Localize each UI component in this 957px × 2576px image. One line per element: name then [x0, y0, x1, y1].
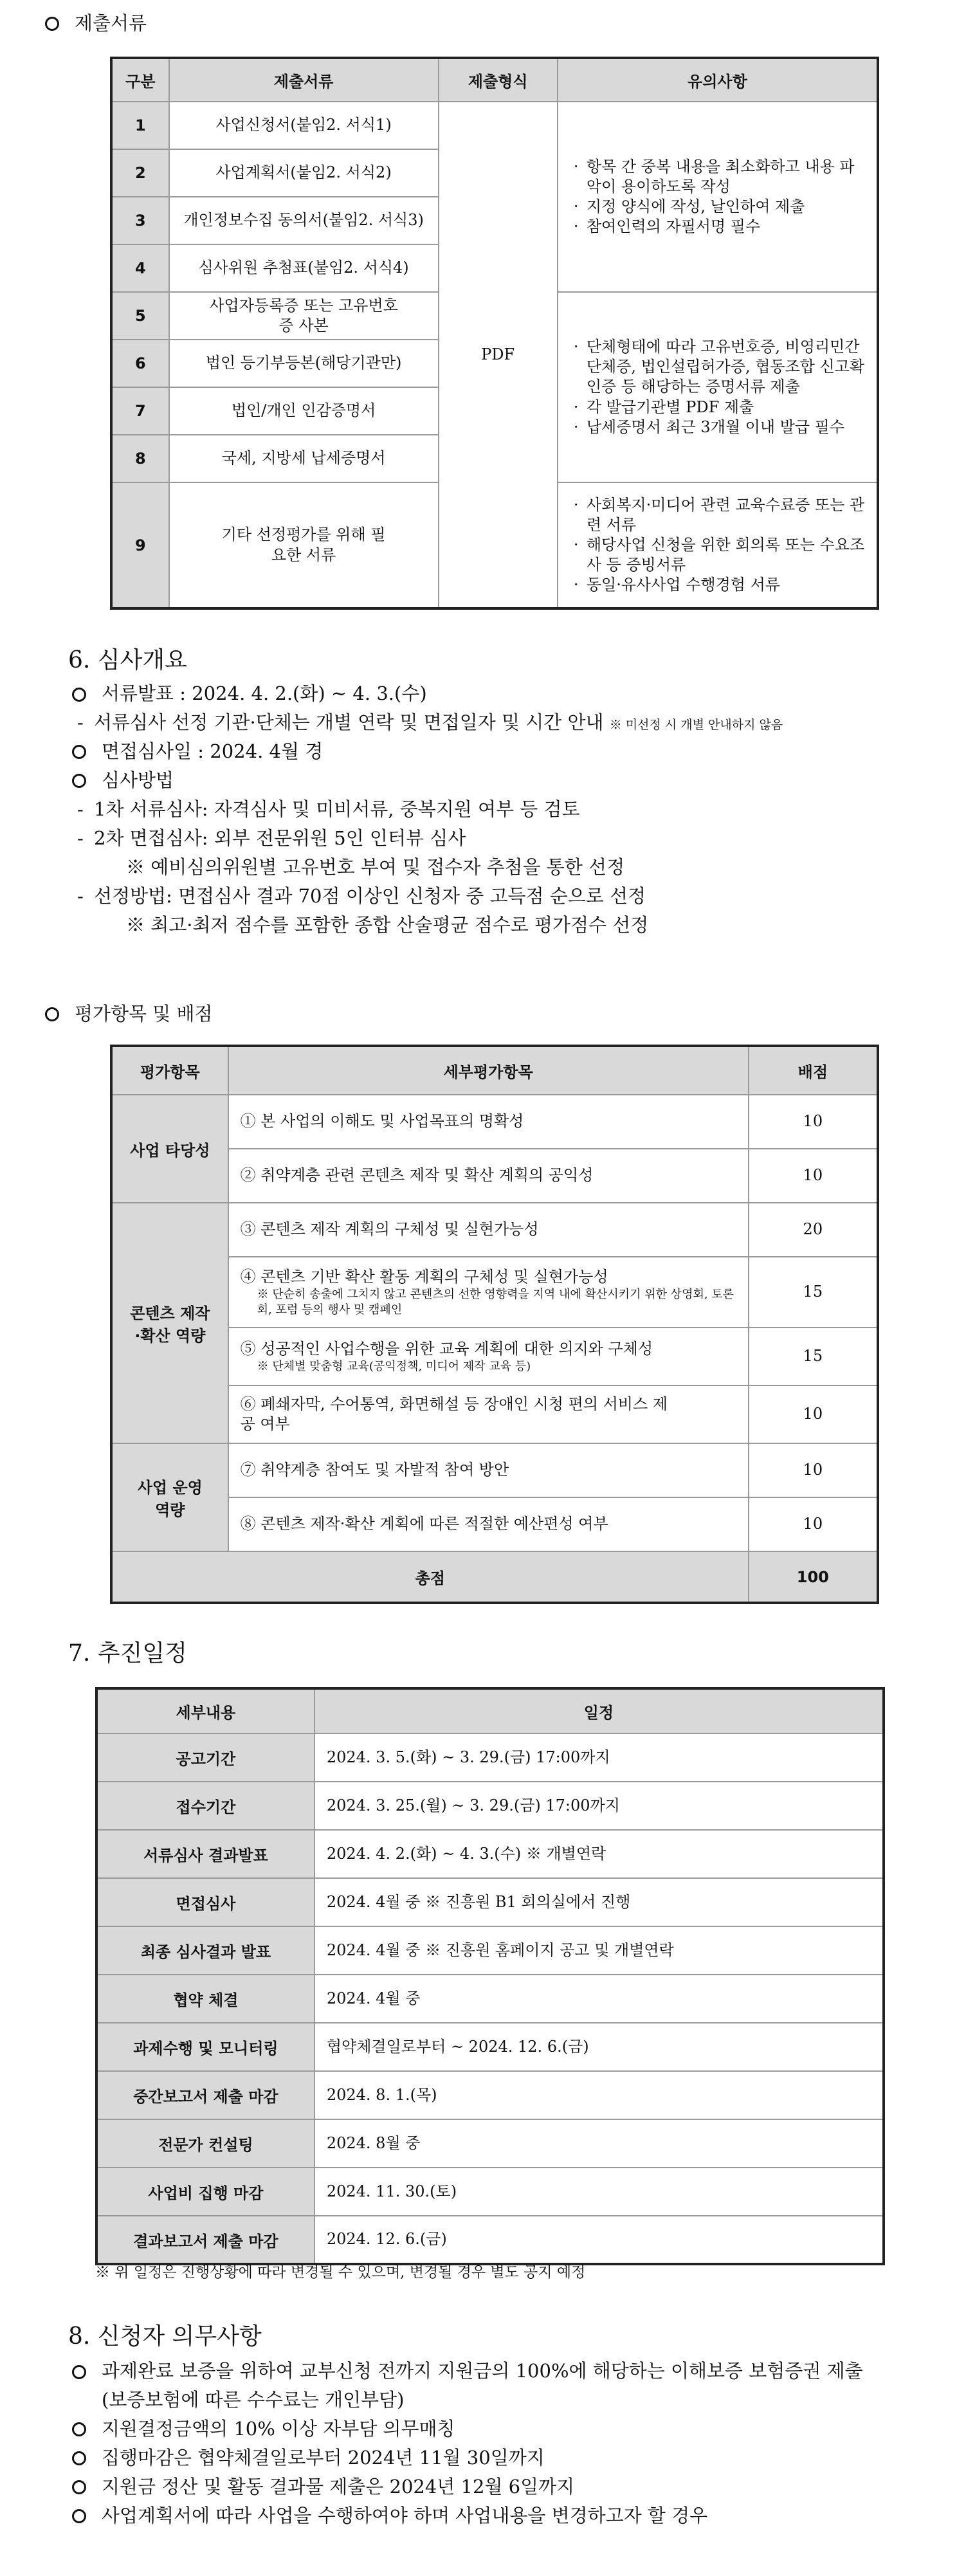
review-method: 심사방법: [68, 766, 924, 795]
note-line: · 각 발급기관별 PDF 제출: [570, 397, 865, 417]
schedule-value: 2024. 8. 1.(목): [314, 2071, 884, 2119]
eval-group: 콘텐츠 제작·확산 역량: [111, 1203, 228, 1443]
schedule-value: 2024. 3. 25.(월) ~ 3. 29.(금) 17:00까지: [314, 1782, 884, 1830]
doc-name: 개인정보수집 동의서(붙임2. 서식3): [169, 197, 439, 244]
eval-item: ① 본 사업의 이해도 및 사업목표의 명확성: [228, 1095, 749, 1149]
eval-item: ⑦ 취약계층 참여도 및 자발적 참여 방안: [228, 1443, 749, 1497]
note-line: · 사회복지·미디어 관련 교육수료증 또는 관련 서류: [570, 495, 865, 535]
schedule-footnote: ※ 위 일정은 진행상황에 따라 변경될 수 있으며, 변경될 경우 별도 공지 예정: [95, 2264, 586, 2281]
schedule-value: 2024. 12. 6.(금): [314, 2216, 884, 2264]
review-announce-sub: - 서류심사 선정 기관·단체는 개별 연락 및 면접일자 및 시간 안내 ※ 미선정 시 개별 안내하지 않음: [77, 711, 783, 734]
eval-item-sub: ※ 단순히 송출에 그치지 않고 콘텐츠의 선한 영향력을 지역 내에 확산시키기 위한 상영회, 토론회, 포럼 등의 행사 및 캠페인: [257, 1288, 734, 1317]
row-number: 5: [111, 292, 169, 340]
schedule-label: 접수기간: [96, 1782, 314, 1830]
doc-name: 국세, 지방세 납세증명서: [169, 435, 439, 482]
schedule-table: [95, 1687, 885, 2265]
schedule-value: 2024. 8월 중: [314, 2119, 884, 2168]
eval-heading: 평가항목 및 배점: [41, 1000, 213, 1028]
col-header: 배점: [749, 1046, 878, 1095]
review-announce: 서류발표 : 2024. 4. 2.(화) ~ 4. 3.(수): [68, 679, 924, 708]
row-number: 2: [111, 149, 169, 197]
col-header: 구분: [111, 58, 169, 102]
note-line: · 단체형태에 따라 고유번호증, 비영리민간단체증, 법인설립허가증, 협동조합 신고확인증 등 해당하는 증명서류 제출: [570, 337, 865, 397]
col-header: 제출형식: [439, 58, 558, 102]
schedule-value: 2024. 4월 중 ※ 진흥원 B1 회의실에서 진행: [314, 1878, 884, 1926]
eval-table: [110, 1045, 879, 1604]
announce-text: 서류심사 선정 기관·단체는 개별 연락 및 면접일자 및 시간 안내: [94, 711, 604, 734]
schedule-label: 전문가 컨설팅: [96, 2119, 314, 2168]
schedule-title: 7. 추진일정: [68, 1640, 187, 1667]
schedule-label: 결과보고서 제출 마감: [96, 2216, 314, 2264]
step1-text: 1차 서류심사: 자격심사 및 미비서류, 중복지원 여부 등 검토: [94, 798, 580, 821]
schedule-label: 중간보고서 제출 마감: [96, 2071, 314, 2119]
review-title: 6. 심사개요: [68, 647, 187, 673]
doc-name: 기타 선정평가를 위해 필요한 서류: [169, 482, 439, 608]
col-header: 평가항목: [111, 1046, 228, 1095]
row-number: 9: [111, 482, 169, 608]
schedule-value: 협약체결일로부터 ~ 2024. 12. 6.(금): [314, 2023, 884, 2071]
eval-item-text: ⑤ 성공적인 사업수행을 위한 교육 계획에 대한 의지와 구체성: [240, 1339, 653, 1358]
duties-title: 8. 신청자 의무사항: [68, 2323, 262, 2350]
notes-group: [558, 292, 878, 482]
eval-score: 20: [749, 1203, 878, 1257]
eval-item-sub: ※ 단체별 맞춤형 교육(공익정책, 미디어 제작 교육 등): [257, 1359, 531, 1373]
announce-note: ※ 미선정 시 개별 안내하지 않음: [609, 718, 783, 733]
step2-text: 2차 면접심사: 외부 전문위원 5인 인터뷰 심사: [94, 827, 466, 850]
col-header: 일정: [314, 1688, 884, 1733]
eval-group: 사업 타당성: [111, 1095, 228, 1203]
doc-name: 법인 등기부등본(해당기관만): [169, 340, 439, 387]
eval-score: 10: [749, 1497, 878, 1551]
eval-score: 15: [749, 1328, 878, 1385]
review-step2-note: ※ 예비심의위원별 고유번호 부여 및 접수자 추첨을 통한 선정: [126, 856, 625, 879]
doc-name: 사업계획서(붙임2. 서식2): [169, 149, 439, 197]
col-header: 유의사항: [558, 58, 878, 102]
note-line: · 항목 간 중복 내용을 최소화하고 내용 파악이 용이하도록 작성: [570, 157, 865, 197]
row-number: 4: [111, 244, 169, 292]
note-line: · 납세증명서 최근 3개월 이내 발급 필수: [570, 417, 865, 437]
eval-item: ⑥ 폐쇄자막, 수어통역, 화면해설 등 장애인 시청 편의 서비스 제공 여부: [228, 1385, 749, 1443]
eval-item: [228, 1328, 749, 1385]
row-number: 3: [111, 197, 169, 244]
submit-format: PDF: [439, 102, 558, 608]
doc-name: 사업신청서(붙임2. 서식1): [169, 102, 439, 149]
note-line: · 지정 양식에 작성, 날인하여 제출: [570, 197, 865, 217]
review-step3: - 선정방법: 면접심사 결과 70점 이상인 신청자 중 고득점 순으로 선정: [77, 884, 646, 907]
submission-heading: 제출서류: [41, 9, 147, 38]
step3-text: 선정방법: 면접심사 결과 70점 이상인 신청자 중 고득점 순으로 선정: [94, 884, 646, 907]
schedule-value: 2024. 3. 5.(화) ~ 3. 29.(금) 17:00까지: [314, 1733, 884, 1782]
review-step1: - 1차 서류심사: 자격심사 및 미비서류, 중복지원 여부 등 검토: [77, 798, 580, 821]
eval-item: [228, 1257, 749, 1328]
duty-item: 지원결정금액의 10% 이상 자부담 의무매칭: [68, 2415, 904, 2444]
eval-score: 10: [749, 1149, 878, 1203]
eval-score: 15: [749, 1257, 878, 1328]
row-number: 8: [111, 435, 169, 482]
eval-group: 사업 운영 역량: [111, 1443, 228, 1551]
notes-group: [558, 102, 878, 292]
eval-item-text: ④ 콘텐츠 기반 확산 활동 계획의 구체성 및 실현가능성: [240, 1268, 608, 1286]
schedule-value: 2024. 4. 2.(화) ~ 4. 3.(수) ※ 개별연락: [314, 1830, 884, 1878]
eval-total-score: 100: [749, 1551, 878, 1603]
duty-item: 과제완료 보증을 위하여 교부신청 전까지 지원금의 100%에 해당하는 이해보증 보험증권 제출(보증보험에 따른 수수료는 개인부담): [68, 2357, 904, 2415]
schedule-label: 최종 심사결과 발표: [96, 1926, 314, 1975]
eval-total-label: 총점: [111, 1551, 749, 1603]
schedule-label: 사업비 집행 마감: [96, 2168, 314, 2216]
schedule-label: 협약 체결: [96, 1975, 314, 2023]
row-number: 1: [111, 102, 169, 149]
duties-section: [68, 2321, 904, 2530]
review-section: [68, 644, 924, 940]
note-line: · 참여인력의 자필서명 필수: [570, 217, 865, 237]
schedule-label: 과제수행 및 모니터링: [96, 2023, 314, 2071]
note-line: · 동일·유사사업 수행경험 서류: [570, 575, 865, 595]
note-line: · 해당사업 신청을 위한 회의록 또는 수요조사 등 증빙서류: [570, 535, 865, 575]
duty-item: 집행마감은 협약체결일로부터 2024년 11월 30일까지: [68, 2444, 904, 2472]
review-step3-note: ※ 최고·최저 점수를 포함한 종합 산술평균 점수로 평가점수 선정: [126, 913, 649, 936]
notes-group: [558, 482, 878, 608]
row-number: 6: [111, 340, 169, 387]
schedule-value: 2024. 11. 30.(토): [314, 2168, 884, 2216]
schedule-label: 공고기간: [96, 1733, 314, 1782]
eval-score: 10: [749, 1443, 878, 1497]
doc-name: 사업자등록증 또는 고유번호증 사본: [169, 292, 439, 340]
doc-name: 법인/개인 인감증명서: [169, 387, 439, 435]
eval-item: ② 취약계층 관련 콘텐츠 제작 및 확산 계획의 공익성: [228, 1149, 749, 1203]
review-step2: - 2차 면접심사: 외부 전문위원 5인 인터뷰 심사: [77, 827, 466, 850]
col-header: 세부평가항목: [228, 1046, 749, 1095]
row-number: 7: [111, 387, 169, 435]
schedule-value: 2024. 4월 중: [314, 1975, 884, 2023]
schedule-value: 2024. 4월 중 ※ 진흥원 홈페이지 공고 및 개별연락: [314, 1926, 884, 1975]
col-header: 세부내용: [96, 1688, 314, 1733]
col-header: 제출서류: [169, 58, 439, 102]
eval-score: 10: [749, 1385, 878, 1443]
schedule-label: 서류심사 결과발표: [96, 1830, 314, 1878]
schedule-label: 면접심사: [96, 1878, 314, 1926]
duty-item: 사업계획서에 따라 사업을 수행하여야 하며 사업내용을 변경하고자 할 경우: [68, 2501, 904, 2530]
duty-item: 지원금 정산 및 활동 결과물 제출은 2024년 12월 6일까지: [68, 2472, 904, 2501]
eval-item: ⑧ 콘텐츠 제작·확산 계획에 따른 적절한 예산편성 여부: [228, 1497, 749, 1551]
eval-score: 10: [749, 1095, 878, 1149]
review-interview: 면접심사일 : 2024. 4월 경: [68, 737, 924, 766]
submission-table: [110, 57, 879, 610]
eval-item: ③ 콘텐츠 제작 계획의 구체성 및 실현가능성: [228, 1203, 749, 1257]
doc-name: 심사위원 추첨표(붙임2. 서식4): [169, 244, 439, 292]
